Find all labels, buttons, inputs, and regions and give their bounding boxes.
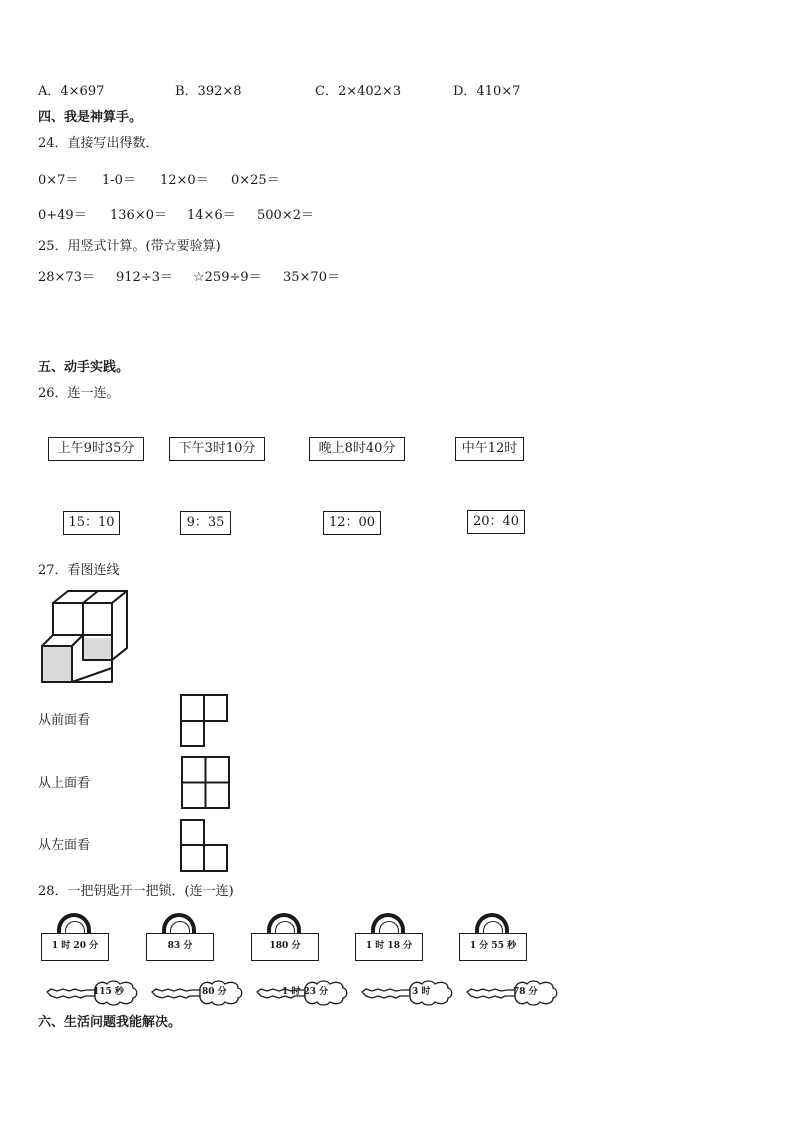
section-4-title: 四、我是神算手。 (38, 110, 143, 125)
view-label-front: 从前面看 (38, 713, 91, 728)
q25-item-3: ☆259÷9＝ (193, 270, 262, 285)
time-box-3[interactable]: 晚上8时40分 (309, 437, 405, 461)
digital-box-4[interactable]: 20：40 (467, 510, 525, 534)
q24-r2-c3: 14×6＝ (187, 208, 236, 223)
q25-item-4: 35×70＝ (283, 270, 340, 285)
key-label: 115 秒 (93, 987, 124, 997)
lock-label: 180 分 (251, 933, 319, 961)
q25-item-2: 912÷3＝ (116, 270, 173, 285)
key-5[interactable] (465, 979, 561, 1007)
key-3[interactable] (255, 979, 351, 1007)
q24-title: 24．直接写出得数． (38, 136, 159, 151)
view-shape-1[interactable] (180, 694, 230, 748)
option-b: B．392×8 (175, 84, 242, 99)
q24-r1-c2: 1-0＝ (102, 173, 136, 188)
section-6-title: 六、生活问题我能解决。 (38, 1015, 182, 1030)
q24-r1-c1: 0×7＝ (38, 173, 79, 188)
lock-label: 83 分 (146, 933, 214, 961)
q25-title: 25．用竖式计算。(带☆要验算) (38, 239, 221, 254)
q24-r2-c2: 136×0＝ (110, 208, 167, 223)
cube-stack-figure (38, 588, 132, 686)
key-label: 3 时 (412, 987, 431, 997)
time-box-1[interactable]: 上午9时35分 (48, 437, 144, 461)
key-icon (360, 979, 456, 1007)
lock-label: 1 时 18 分 (355, 933, 423, 961)
lock-label: 1 时 20 分 (41, 933, 109, 961)
lock-5[interactable] (459, 913, 529, 963)
key-label: 80 分 (202, 987, 227, 997)
q24-r1-c3: 12×0＝ (160, 173, 209, 188)
lock-4[interactable] (355, 913, 425, 963)
view-label-left: 从左面看 (38, 838, 91, 853)
digital-box-3[interactable]: 12：00 (323, 511, 381, 535)
key-4[interactable] (360, 979, 456, 1007)
lock-1[interactable] (41, 913, 111, 963)
section-5-title: 五、动手实践。 (38, 360, 130, 375)
key-label: 78 分 (513, 987, 538, 997)
q24-r2-c4: 500×2＝ (257, 208, 314, 223)
q24-r1-c4: 0×25＝ (231, 173, 280, 188)
option-c: C．2×402×3 (315, 84, 402, 99)
key-1[interactable] (45, 979, 141, 1007)
view-shape-3[interactable] (180, 819, 230, 873)
digital-box-1[interactable]: 15：10 (63, 511, 120, 535)
q27-title: 27．看图连线 (38, 563, 120, 578)
q26-title: 26．连一连。 (38, 386, 120, 401)
option-d: D．410×7 (453, 84, 521, 99)
view-shape-2[interactable] (181, 756, 231, 810)
q28-title: 28．一把钥匙开一把锁．(连一连) (38, 884, 234, 899)
q24-r2-c1: 0+49＝ (38, 208, 87, 223)
key-label: 1 时 23 分 (282, 987, 329, 997)
digital-box-2[interactable]: 9：35 (180, 511, 231, 535)
option-a: A．4×697 (38, 84, 105, 99)
lock-3[interactable] (251, 913, 321, 963)
time-box-4[interactable]: 中午12时 (455, 437, 524, 461)
lock-label: 1 分 55 秒 (459, 933, 527, 961)
key-2[interactable] (150, 979, 246, 1007)
lock-2[interactable] (146, 913, 216, 963)
view-label-top: 从上面看 (38, 776, 91, 791)
key-icon (150, 979, 246, 1007)
time-box-2[interactable]: 下午3时10分 (169, 437, 265, 461)
q25-item-1: 28×73＝ (38, 270, 95, 285)
